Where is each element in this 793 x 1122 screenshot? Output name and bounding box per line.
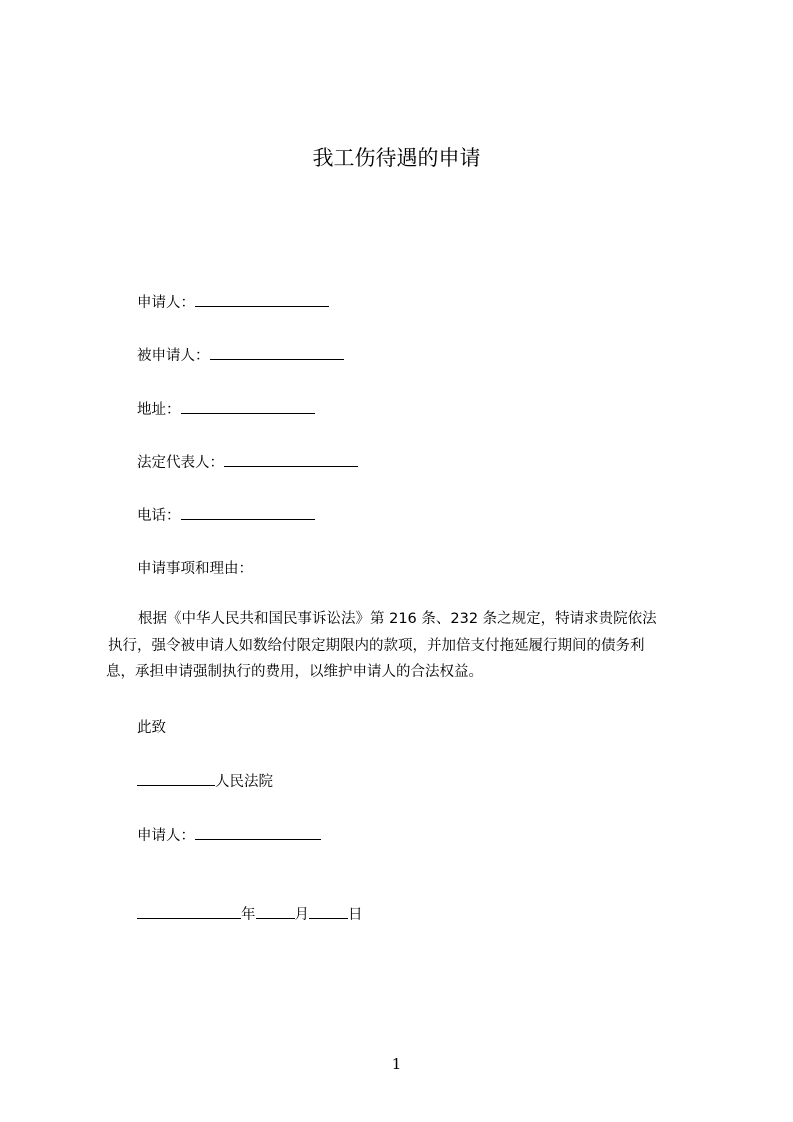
respondent-blank xyxy=(210,345,344,360)
day-blank xyxy=(309,904,348,919)
day-label: 日 xyxy=(348,907,363,923)
court-line xyxy=(137,771,273,792)
respondent-label: 被申请人： xyxy=(137,348,210,364)
month-label: 月 xyxy=(294,907,309,923)
body-line-2: 执行，强令被申请人如数给付限定期限内的款项，并加倍支付拖延履行期间的债务利 xyxy=(108,637,645,654)
phone-label: 电话： xyxy=(137,508,181,524)
body-paragraph xyxy=(106,606,702,686)
applicant-field xyxy=(137,292,329,313)
body-line-1: 根据《中华人民共和国民事诉讼法》第 216 条、232 条之规定，特请求贵院依法 xyxy=(138,611,657,627)
address-blank xyxy=(181,399,315,414)
court-name-blank xyxy=(137,771,215,786)
closing-salutation: 此致 xyxy=(137,720,166,736)
signature-blank xyxy=(195,825,321,840)
phone-field xyxy=(137,505,315,526)
matters-heading: 申请事项和理由： xyxy=(137,561,253,577)
signature-field xyxy=(137,825,321,846)
address-label: 地址： xyxy=(137,402,181,418)
document-title: 我工伤待遇的申请 xyxy=(312,146,481,170)
legal-rep-label: 法定代表人： xyxy=(137,455,224,471)
address-field xyxy=(137,399,315,420)
month-blank xyxy=(256,904,295,919)
signature-label: 申请人： xyxy=(137,828,195,844)
page-number: 1 xyxy=(391,1055,402,1073)
applicant-blank xyxy=(195,292,329,307)
year-blank xyxy=(137,904,241,919)
court-suffix: 人民法院 xyxy=(215,774,273,790)
legal-rep-field xyxy=(137,452,358,473)
date-line xyxy=(137,904,363,925)
phone-blank xyxy=(181,505,315,520)
legal-rep-blank xyxy=(224,452,358,467)
body-line-3: 息，承担申请强制执行的费用，以维护申请人的合法权益。 xyxy=(106,664,483,680)
year-label: 年 xyxy=(241,907,256,923)
applicant-label: 申请人： xyxy=(137,295,195,311)
respondent-field xyxy=(137,345,344,366)
